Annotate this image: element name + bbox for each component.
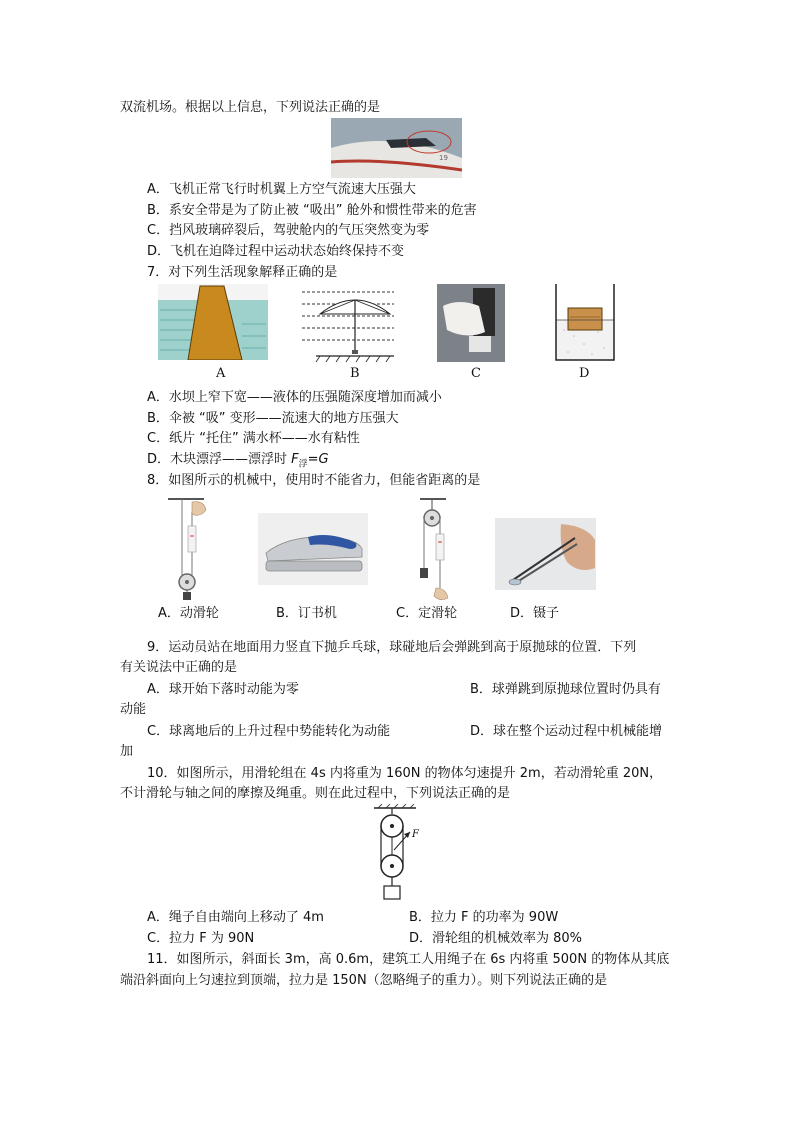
q7-option-a: A．水坝上窄下宽——液体的压强随深度增加而减小	[147, 390, 442, 405]
q6-option-c: C．挡风玻璃碎裂后，驾驶舱内的气压突然变为零	[147, 223, 430, 238]
q7-option-c: C．纸片 “托住” 满水杯——水有粘性	[147, 431, 360, 446]
stapler-figure	[258, 513, 368, 585]
q10-option-d: D．滑轮组的机械效率为 80%	[409, 931, 583, 946]
q8-option-b: B．订书机	[276, 606, 337, 621]
fig7-label-a: A	[216, 366, 226, 381]
question-6-intro: 双流机场。根据以上信息，下列说法正确的是	[120, 100, 381, 115]
tweezers-figure	[495, 518, 596, 590]
q9-option-d-continued: 加	[120, 744, 134, 759]
movable-pulley-figure	[168, 496, 212, 600]
question-8-stem: 8．如图所示的机械中，使用时不能省力，但能省距离的是	[147, 473, 481, 488]
question-10-stem-line2: 不计滑轮与轴之间的摩擦及绳重。则在此过程中，下列说法正确的是	[120, 786, 511, 801]
question-9-stem-line1: 9．运动员站在地面用力竖直下抛乒乓球，球碰地后会弹跳到高于原抛球的位置．下列	[147, 640, 637, 655]
dam-figure	[158, 284, 268, 360]
question-11-stem-line2: 端沿斜面向上匀速拉到顶端，拉力是 150N（忽略绳子的重力）。则下列说法正确的是	[120, 973, 608, 988]
question-10-stem-line1: 10．如图所示，用滑轮组在 4s 内将重为 160N 的物体匀速提升 2m，若动滑轮重 20N，	[147, 766, 663, 781]
q6-option-b: B．系安全带是为了防止被 “吸出” 舱外和惯性带来的危害	[147, 203, 477, 218]
umbrella-figure	[298, 284, 398, 364]
q8-option-c: C．定滑轮	[396, 606, 458, 621]
q8-option-a: A．动滑轮	[158, 606, 219, 621]
airplane-cockpit-image	[331, 118, 462, 178]
fixed-pulley-figure	[412, 496, 452, 604]
q6-option-a: A．飞机正常飞行时机翼上方空气流速大压强大	[147, 182, 416, 197]
fig7-label-c: C	[471, 366, 481, 381]
floating-wood-figure	[554, 284, 616, 362]
q9-option-a: A．球开始下落时动能为零	[147, 682, 299, 697]
q9-option-d: D．球在整个运动过程中机械能增	[470, 724, 663, 739]
q9-option-b-continued: 动能	[120, 702, 147, 717]
pulley-block-figure	[370, 804, 424, 904]
question-7-stem: 7．对下列生活现象解释正确的是	[147, 265, 338, 280]
svg-text:19: 19	[439, 154, 448, 162]
question-11-stem-line1: 11．如图所示，斜面长 3m，高 0.6m，建筑工人用绳子在 6s 内将重 500N 的物体从其底	[147, 952, 670, 967]
question-9-stem-line2: 有关说法中正确的是	[120, 660, 238, 675]
q10-option-b: B．拉力 F 的功率为 90W	[409, 910, 559, 925]
fig7-label-b: B	[350, 366, 360, 381]
cup-paper-figure	[437, 284, 505, 362]
fig10-force-label: F	[412, 829, 419, 840]
q10-option-a: A．绳子自由端向上移动了 4m	[147, 910, 324, 925]
q8-option-d: D．镊子	[510, 606, 560, 621]
q7-option-b: B．伞被 “吸” 变形——流速大的地方压强大	[147, 411, 399, 426]
q7-option-d: D．木块漂浮——漂浮时 $F_浮=G$	[147, 452, 329, 470]
fig7-label-d: D	[579, 366, 590, 381]
q10-option-c: C．拉力 F 为 90N	[147, 931, 255, 946]
q6-option-d: D．飞机在迫降过程中运动状态始终保持不变	[147, 244, 405, 259]
q9-option-b: B．球弹跳到原抛球位置时仍具有	[470, 682, 661, 697]
q9-option-c: C．球离地后的上升过程中势能转化为动能	[147, 724, 391, 739]
